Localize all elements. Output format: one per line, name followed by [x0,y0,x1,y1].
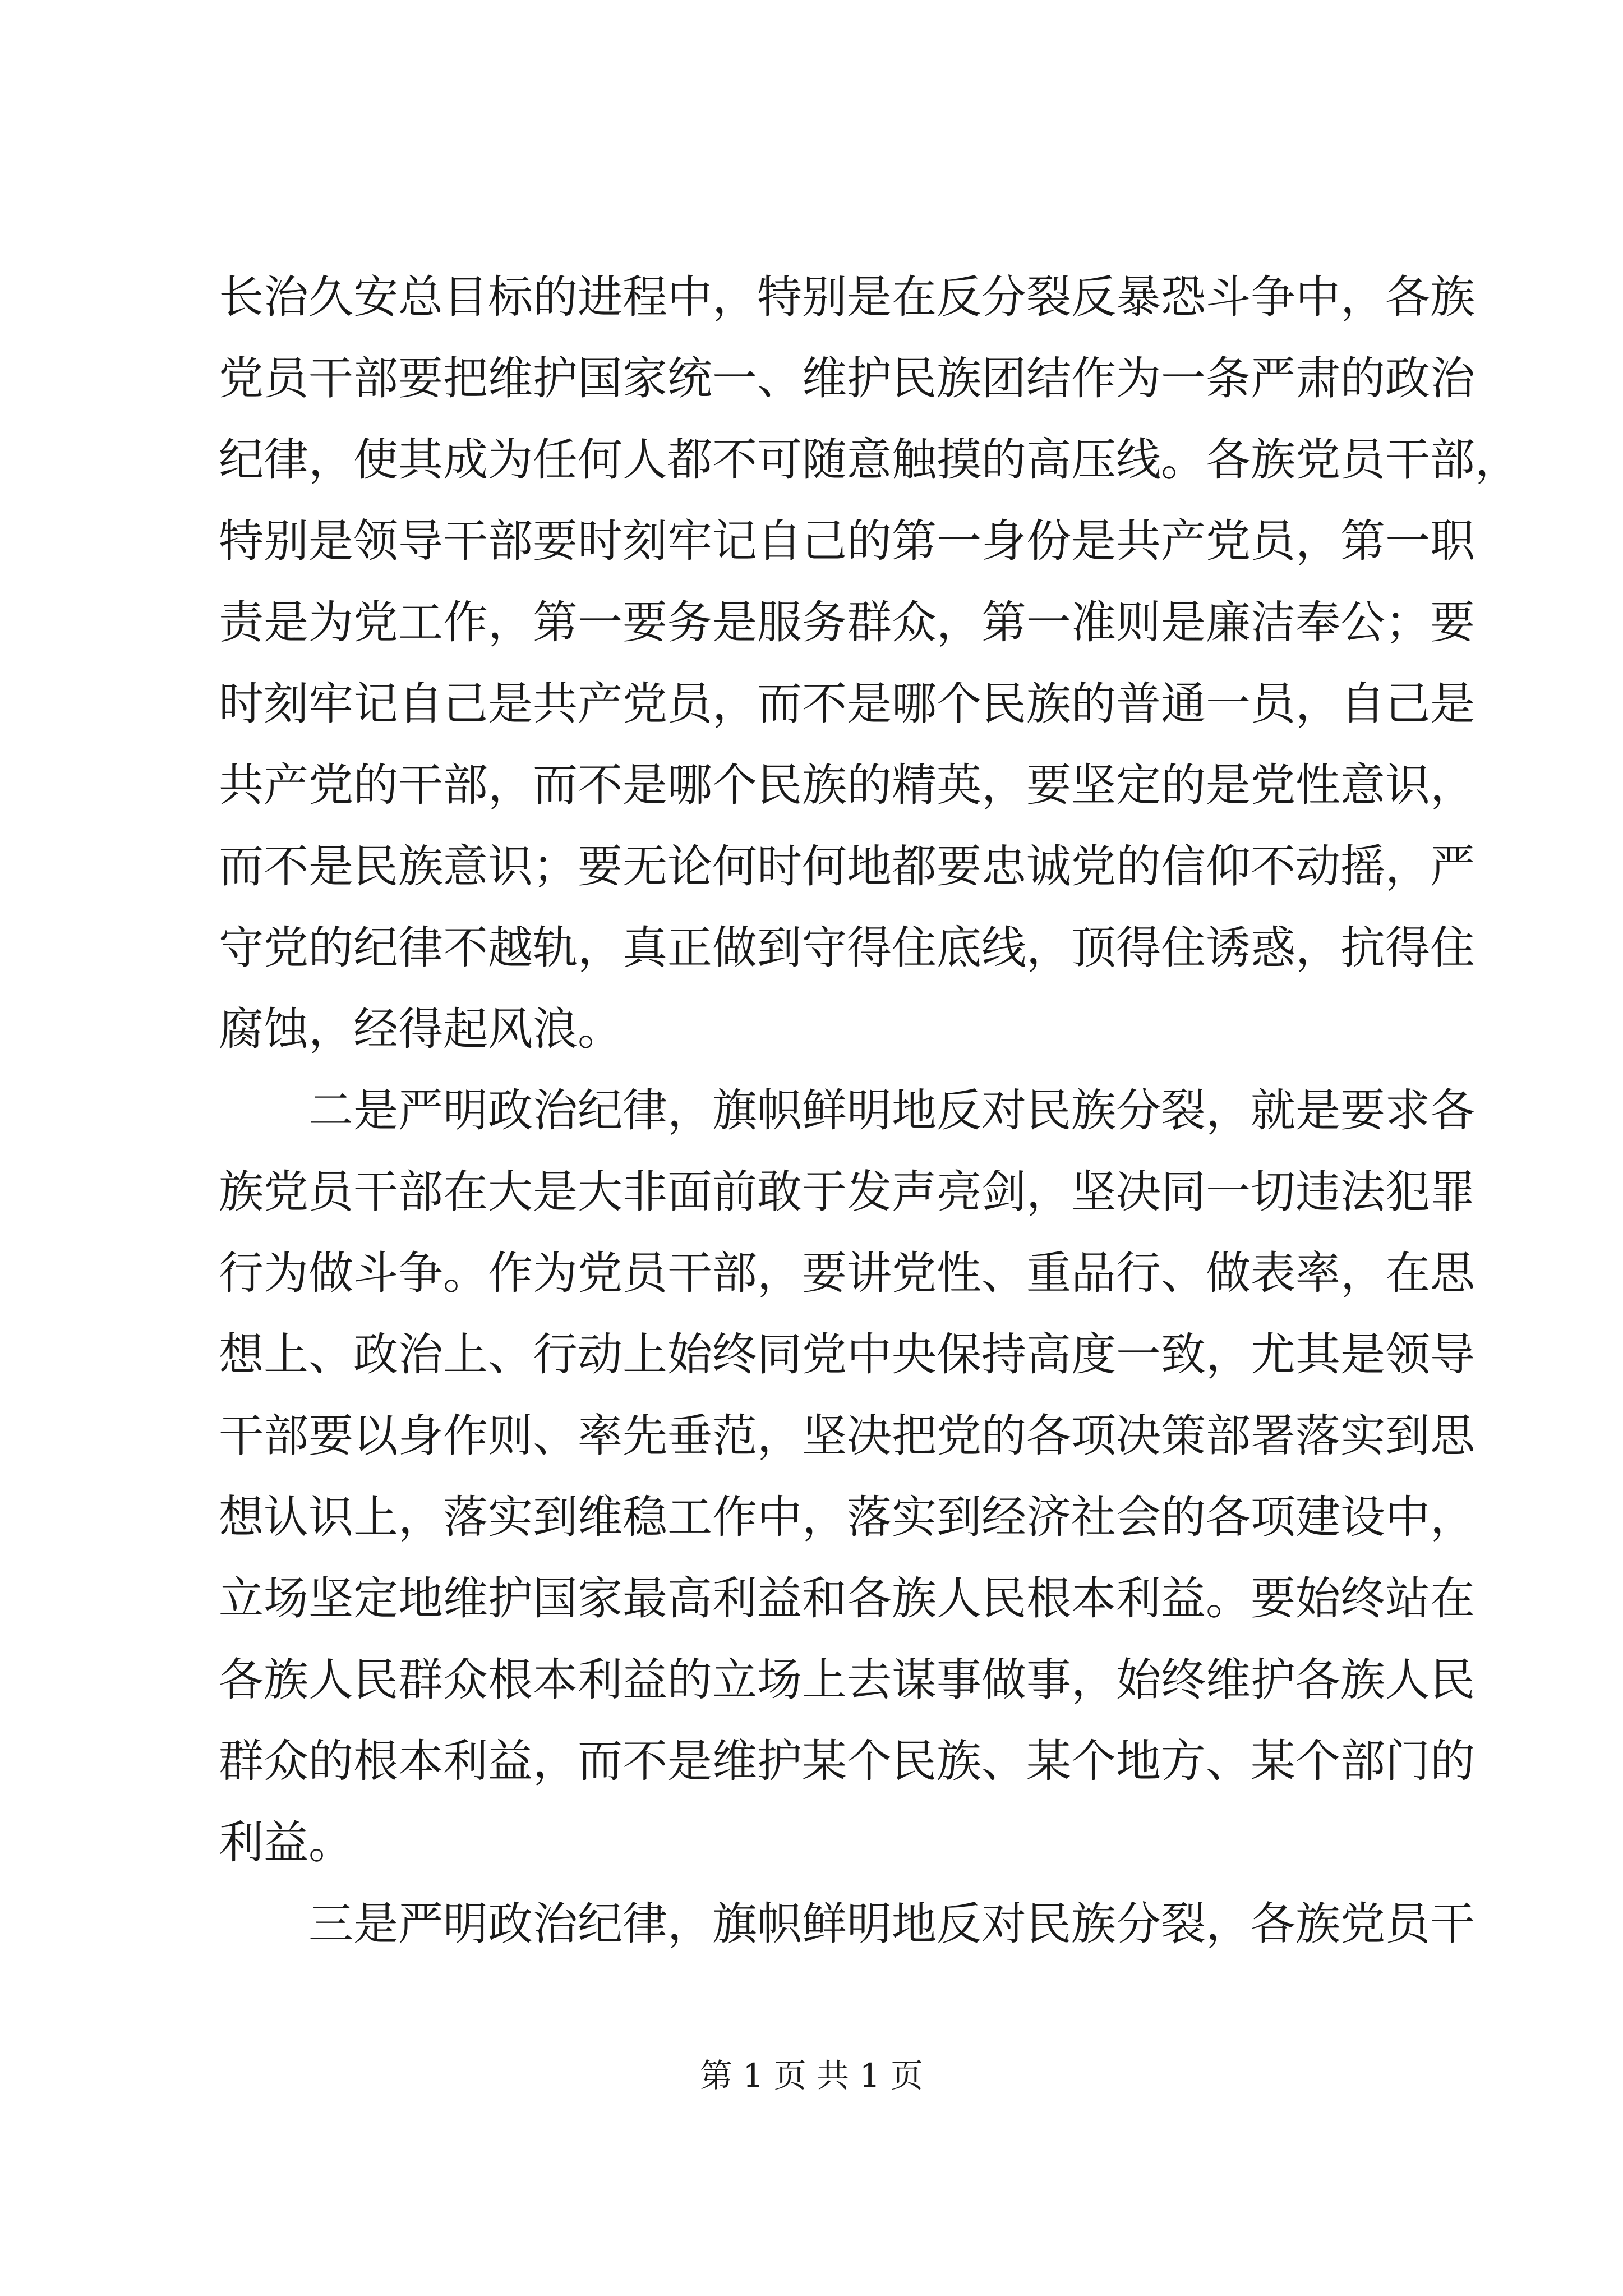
text-line: 而不是民族意识；要无论何时何地都要忠诚党的信仰不动摇，严 [219,840,1475,892]
text-line: 利益。 [219,1816,353,1869]
text-line: 各族人民群众根本利益的立场上去谋事做事，始终维护各族人民 [219,1654,1475,1706]
text-line: 族党员干部在大是大非面前敢于发声亮剑，坚决同一切违法犯罪 [219,1166,1475,1218]
text-line: 腐蚀，经得起风浪。 [219,1003,623,1055]
page-footer: 第 1 页 共 1 页 [700,2056,923,2095]
text-line: 时刻牢记自己是共产党员，而不是哪个民族的普通一员，自己是 [219,678,1475,730]
paragraph-start-line: 三是严明政治纪律，旗帜鲜明地反对民族分裂，各族党员干 [308,1898,1475,1950]
paragraph-start-line: 二是严明政治纪律，旗帜鲜明地反对民族分裂，就是要求各 [308,1084,1475,1137]
text-line: 长治久安总目标的进程中，特别是在反分裂反暴恐斗争中，各族 [219,271,1475,323]
text-line: 立场坚定地维护国家最高利益和各族人民根本利益。要始终站在 [219,1572,1475,1625]
text-line: 责是为党工作，第一要务是服务群众，第一准则是廉洁奉公；要 [219,596,1475,648]
text-line: 守党的纪律不越轨，真正做到守得住底线，顶得住诱惑，抗得住 [219,922,1475,974]
text-line: 群众的根本利益，而不是维护某个民族、某个地方、某个部门的 [219,1735,1475,1787]
text-line: 想认识上，落实到维稳工作中，落实到经济社会的各项建设中， [219,1491,1475,1543]
text-line: 特别是领导干部要时刻牢记自己的第一身份是共产党员，第一职 [219,515,1475,567]
text-line: 行为做斗争。作为党员干部，要讲党性、重品行、做表率，在思 [219,1247,1475,1299]
text-line: 党员干部要把维护国家统一、维护民族团结作为一条严肃的政治 [219,352,1475,404]
text-line: 共产党的干部，而不是哪个民族的精英，要坚定的是党性意识， [219,759,1475,811]
text-line: 干部要以身作则、率先垂范，坚决把党的各项决策部署落实到思 [219,1410,1475,1462]
text-line: 想上、政治上、行动上始终同党中央保持高度一致，尤其是领导 [219,1328,1475,1381]
text-line: 纪律，使其成为任何人都不可随意触摸的高压线。各族党员干部， [219,434,1520,486]
